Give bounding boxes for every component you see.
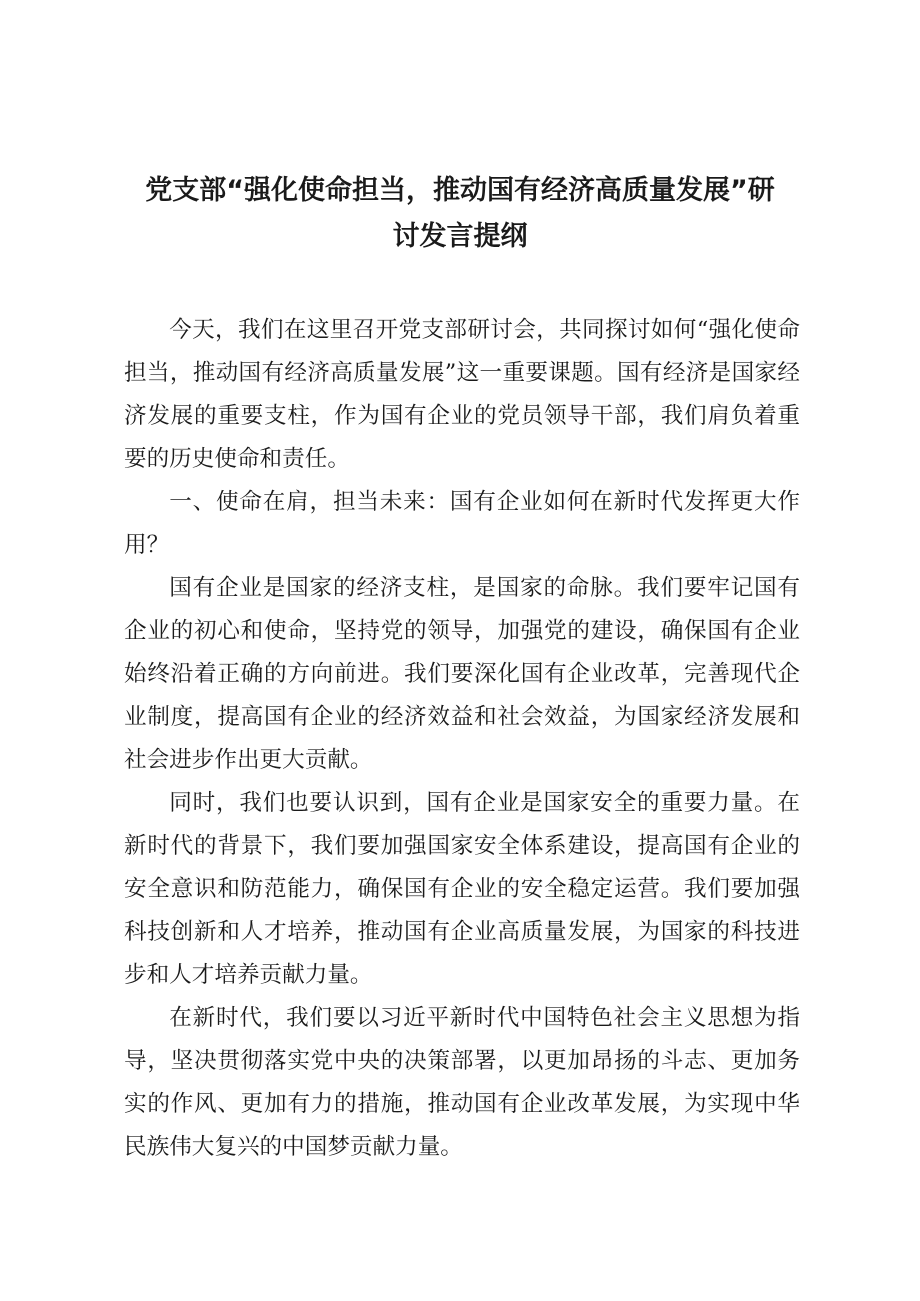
paragraph-body-2: 同时，我们也要认识到，国有企业是国家安全的重要力量。在新时代的背景下，我们要加强国家安全体系建设，提高国有企业的安全意识和防范能力，确保国有企业的安全稳定运营。我们要加强科技创新和人才培养，推动国有企业高质量发展，为国家的科技进步和人才培养贡献力量。 xyxy=(124,790,800,988)
document-body xyxy=(124,228,800,1169)
section-heading: 一、使命在肩，担当未来：国有企业如何在新时代发挥更大作用？ xyxy=(124,489,800,558)
title-line-1: 党支部“强化使命担当，推动国有经济高质量发展”研 xyxy=(145,175,775,206)
paragraph-body-1: 国有企业是国家的经济支柱，是国家的命脉。我们要牢记国有企业的初心和使命，坚持党的领导，加强党的建设，确保国有企业始终沿着正确的方向前进。我们要深化国有企业改革，完善现代企业制度，提高国有企业的经济效益和社会效益，为国家经济发展和社会进步作出更大贡献。 xyxy=(124,575,800,773)
paragraph-body-3: 在新时代，我们要以习近平新时代中国特色社会主义思想为指导，坚决贯彻落实党中央的决策部署，以更加昂扬的斗志、更加务实的作风、更加有力的措施，推动国有企业改革发展，为实现中华民族伟大复兴的中国梦贡献力量。 xyxy=(124,1005,800,1160)
paragraph-intro: 今天，我们在这里召开党支部研讨会，共同探讨如何“强化使命担当，推动国有经济高质量发展”这一重要课题。国有经济是国家经济发展的重要支柱，作为国有企业的党员领导干部，我们肩负着重要的历史使命和责任。 xyxy=(124,317,800,472)
title-line-2: 讨发言提纲 xyxy=(392,221,528,252)
